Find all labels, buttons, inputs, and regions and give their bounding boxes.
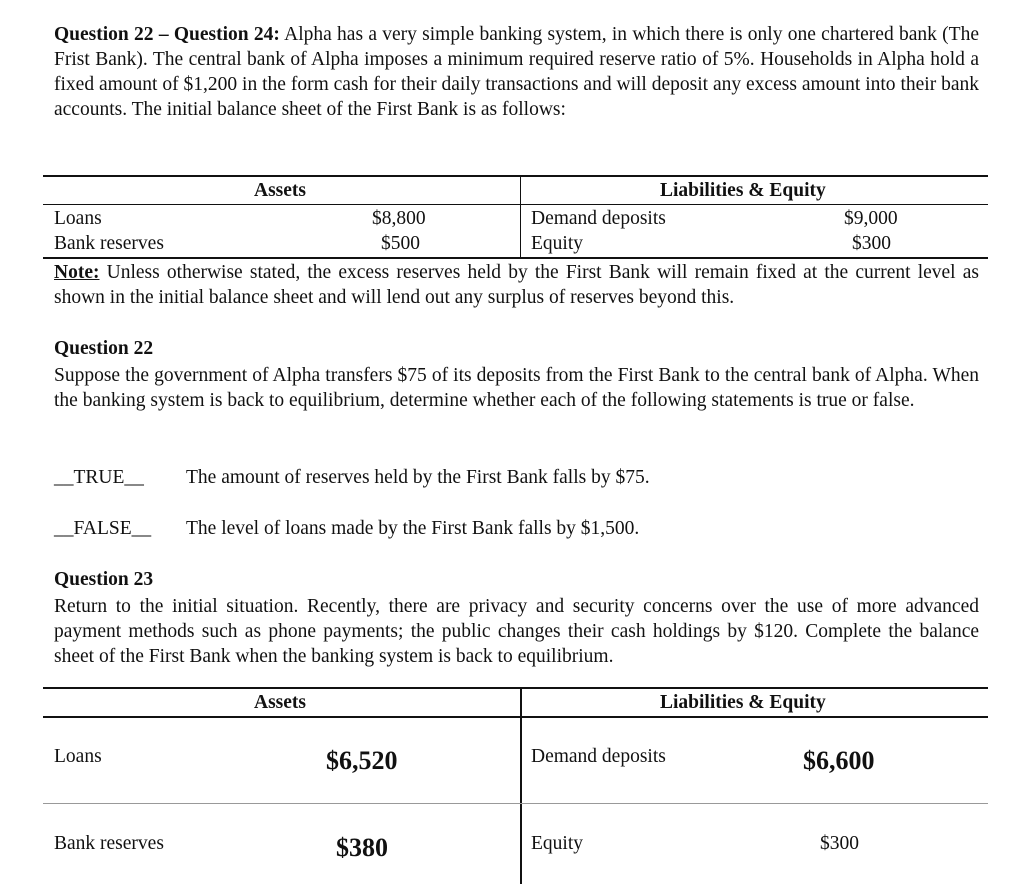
table1-reserves-value: $500	[381, 233, 420, 254]
table1-loans-label: Loans	[54, 208, 102, 229]
table1-top-rule	[43, 175, 988, 177]
table2-loans-value: $6,520	[326, 746, 398, 775]
table1-assets-header: Assets	[254, 180, 306, 201]
table1-loans-value: $8,800	[372, 208, 426, 229]
table2-header-rule	[43, 716, 988, 718]
table2-reserves-label: Bank reserves	[54, 833, 164, 854]
q22-text: Suppose the government of Alpha transfers $75 of its deposits from the First Bank to the central bank of Alpha. When the banking system is back to equilibrium, determine whether each of the following statements is true or false.	[54, 365, 979, 411]
table2-equity-label: Equity	[531, 833, 583, 854]
table1-deposits-value: $9,000	[844, 208, 898, 229]
table2-top-rule	[43, 687, 988, 689]
table2-equity-value: $300	[820, 833, 859, 854]
table2-deposits-label: Demand deposits	[531, 746, 666, 767]
table1-equity-label: Equity	[531, 233, 583, 254]
table2-deposits-value: $6,600	[803, 746, 875, 775]
q22-heading: Question 22	[54, 338, 154, 359]
q22-statement1-text: The amount of reserves held by the First Bank falls by $75.	[186, 467, 650, 488]
intro-heading: Question 22 – Question 24:	[54, 24, 280, 45]
q23-text: Return to the initial situation. Recently, there are privacy and security concerns over the use of more advanced payment methods such as phone payments; the public changes their cash holdings by $120. Complete the balance sheet of the First Bank when the banking system is back to equilibrium.	[54, 596, 979, 667]
table1-equity-value: $300	[852, 233, 891, 254]
table1-liabilities-header: Liabilities & Equity	[660, 180, 826, 201]
table2-reserves-value: $380	[336, 833, 388, 862]
table2-loans-label: Loans	[54, 746, 102, 767]
note-text: Unless otherwise stated, the excess reserves held by the First Bank will remain fixed at the current level as shown in the initial balance sheet and will lend out any surplus of reserves beyond this.	[54, 262, 979, 308]
table1-header-rule	[43, 204, 988, 205]
q22-statement2-text: The level of loans made by the First Bank falls by $1,500.	[186, 518, 640, 539]
intro-paragraph	[54, 22, 979, 122]
note-paragraph	[54, 260, 979, 310]
table1-reserves-label: Bank reserves	[54, 233, 164, 254]
intro-text: Alpha has a very simple banking system, in which there is only one chartered bank (The Frist Bank). The central bank of Alpha imposes a minimum required reserve ratio of 5%. Households in Alpha hold a fixed amount of $1,200 in the form cash for their daily transactions and will deposit any excess amount into their bank accounts. The initial balance sheet of the First Bank is as follows:	[54, 24, 979, 120]
q22-statement1-answer: __TRUE__	[54, 467, 144, 488]
q23-heading: Question 23	[54, 569, 154, 590]
note-label: Note:	[54, 262, 100, 283]
q22-statement2-answer: __FALSE__	[54, 518, 152, 539]
table2-assets-header: Assets	[254, 692, 306, 713]
table2-liabilities-header: Liabilities & Equity	[660, 692, 826, 713]
table1-deposits-label: Demand deposits	[531, 208, 666, 229]
table1-bottom-rule	[43, 257, 988, 259]
table2-divider	[520, 688, 522, 884]
table1-divider	[520, 176, 521, 258]
table2-row-rule	[43, 803, 988, 804]
